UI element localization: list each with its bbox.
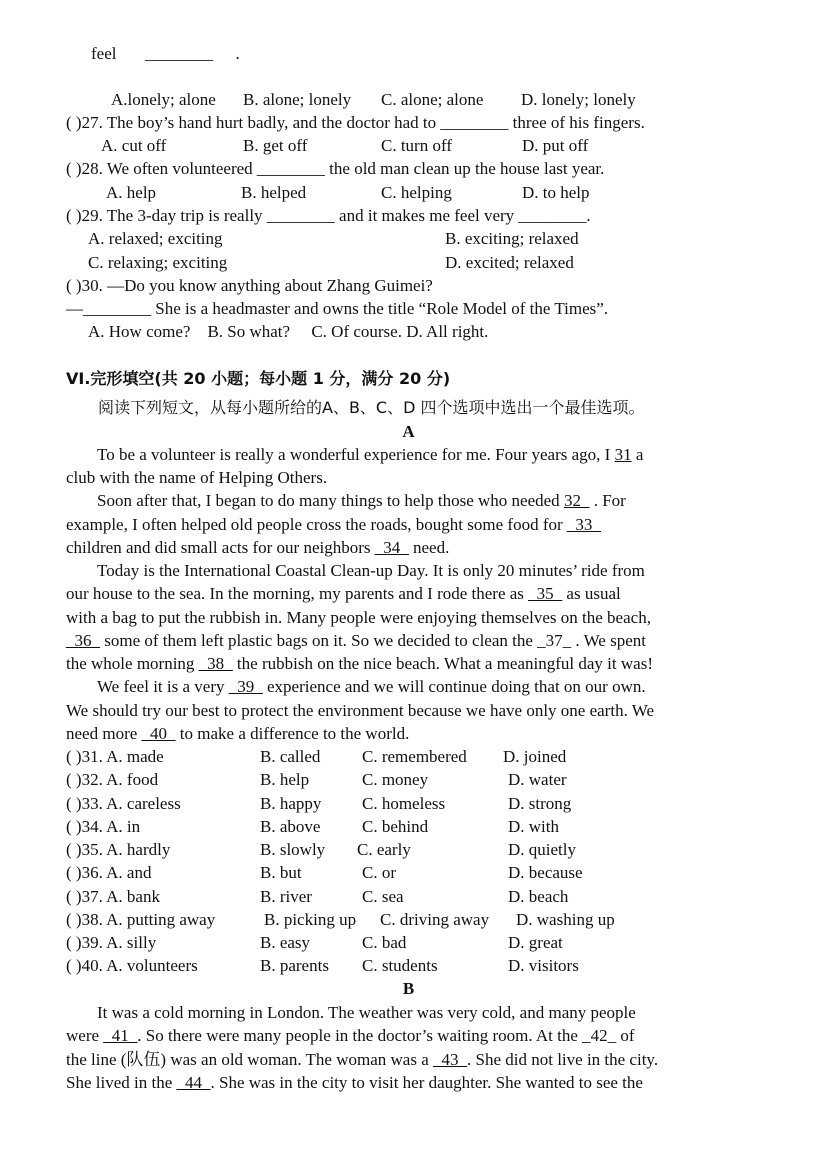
q27-option-d: D. put off xyxy=(522,136,589,155)
q29-blank-1: ________ xyxy=(266,206,335,225)
passage-a-line xyxy=(97,444,643,466)
text: as usual xyxy=(562,584,621,603)
passage-b-label: B xyxy=(402,979,415,998)
q26-period: . xyxy=(235,44,240,63)
q30-reply xyxy=(66,298,608,320)
cloze-q32-c: C. money xyxy=(362,770,429,789)
q27-stem xyxy=(66,112,645,134)
cloze-blank: _38_ xyxy=(198,654,233,673)
section-vi-title: VI.完形填空(共 20 小题；每小题 1 分，满分 20 分) xyxy=(66,369,451,388)
cloze-blank: _34_ xyxy=(374,538,409,557)
passage-b-line xyxy=(66,1072,643,1094)
q26-stem-tail xyxy=(91,43,240,65)
q28-option-d: D. to help xyxy=(522,183,590,202)
cloze-q35-d: D. quietly xyxy=(508,840,576,859)
q29-stem xyxy=(66,205,591,227)
q28-stem-post: the old man clean up the house last year. xyxy=(329,159,605,178)
cloze-q36-c: C. or xyxy=(362,863,396,882)
text: It was a cold morning in London. The weather was very cold, and many people xyxy=(97,1003,636,1022)
cloze-q35-b: B. slowly xyxy=(260,840,326,859)
cloze-q35-a: ( )35. A. hardly xyxy=(66,840,171,859)
cloze-blank: _44_ xyxy=(176,1073,211,1092)
cloze-blank: _43_ xyxy=(433,1050,467,1069)
cloze-q40-c: C. students xyxy=(362,956,438,975)
text: example, I often helped old people cross the roads, bought some food for xyxy=(66,515,567,534)
q28-blank: ________ xyxy=(256,159,325,178)
cloze-q40-a: ( )40. A. volunteers xyxy=(66,956,198,975)
text: a xyxy=(631,445,644,464)
cloze-q31-a: ( )31. A. made xyxy=(66,747,164,766)
passage-a-line xyxy=(66,723,409,745)
text: . She did not live in the city. xyxy=(467,1050,659,1069)
q30-stem: ( )30. —Do you know anything about Zhang Guimei? xyxy=(66,276,433,295)
text: . She was in the city to visit her daughter. She wanted to see the xyxy=(210,1073,643,1092)
text: our house to the sea. In the morning, my parents and I rode there as xyxy=(66,584,529,603)
cloze-q39-b: B. easy xyxy=(260,933,311,952)
cloze-q38-d: D. washing up xyxy=(516,910,615,929)
passage-a-label: A xyxy=(402,422,415,441)
cloze-q32-a: ( )32. A. food xyxy=(66,770,159,789)
text: club with the name of Helping Others. xyxy=(66,468,328,487)
q28-option-c: C. helping xyxy=(381,183,452,202)
cloze-blank: _36_ xyxy=(66,631,100,650)
cloze-blank: _35_ xyxy=(528,584,563,603)
q26-option-b: B. alone; lonely xyxy=(243,90,352,109)
q27-stem-pre: ( )27. The boy’s hand hurt badly, and the doctor had to xyxy=(66,113,437,132)
cloze-q40-d: D. visitors xyxy=(508,956,579,975)
cloze-q39-d: D. great xyxy=(508,933,563,952)
text: the line (队伍) was an old woman. The woman was a xyxy=(66,1050,433,1069)
cloze-blank: _40_ xyxy=(141,724,176,743)
cloze-q38-c: C. driving away xyxy=(380,910,490,929)
cloze-q34-a: ( )34. A. in xyxy=(66,817,141,836)
cloze-q37-c: C. sea xyxy=(362,887,404,906)
q27-option-a: A. cut off xyxy=(101,136,167,155)
passage-b-line xyxy=(66,1025,635,1047)
q28-option-b: B. helped xyxy=(241,183,307,202)
text: to make a difference to the world. xyxy=(175,724,410,743)
cloze-q32-d: D. water xyxy=(508,770,567,789)
text: Today is the International Coastal Clean-up Day. It is only 20 minutes’ ride from xyxy=(97,561,645,580)
cloze-q33-a: ( )33. A. careless xyxy=(66,794,181,813)
cloze-q34-d: D. with xyxy=(508,817,559,836)
passage-b-line xyxy=(97,1002,636,1024)
cloze-q39-c: C. bad xyxy=(362,933,407,952)
passage-a-line xyxy=(66,583,621,605)
q30-reply-text: She is a headmaster and owns the title “Role Model of the Times”. xyxy=(155,299,609,318)
text: She lived in the xyxy=(66,1073,177,1092)
cloze-q38-b: B. picking up xyxy=(264,910,357,929)
cloze-q37-d: D. beach xyxy=(508,887,569,906)
q27-blank: ________ xyxy=(440,113,509,132)
cloze-q34-b: B. above xyxy=(260,817,321,836)
q28-stem-pre: ( )28. We often volunteered xyxy=(66,159,253,178)
text: some of them left plastic bags on it. So we decided to clean the _37_ . We spent xyxy=(100,631,646,650)
passage-a-line xyxy=(66,630,646,652)
q30-blank: ________ xyxy=(83,299,151,318)
q29-option-c: C. relaxing; exciting xyxy=(88,253,228,272)
q26-option-c: C. alone; alone xyxy=(381,90,484,109)
cloze-q32-b: B. help xyxy=(260,770,310,789)
q29-stem-post: . xyxy=(586,206,591,225)
text: . So there were many people in the doctor’s waiting room. At the _42_ of xyxy=(137,1026,635,1045)
q26-blank: ________ xyxy=(144,44,213,63)
cloze-q33-d: D. strong xyxy=(508,794,572,813)
text: the whole morning xyxy=(66,654,199,673)
q30-dash: — xyxy=(66,299,83,318)
cloze-q37-a: ( )37. A. bank xyxy=(66,887,160,906)
q30-options: A. How come? B. So what? C. Of course. D. All right. xyxy=(88,322,489,341)
passage-a-line xyxy=(97,560,645,582)
q29-stem-mid: and it makes me feel very xyxy=(339,206,515,225)
cloze-blank: _39_ xyxy=(228,677,263,696)
passage-a-line xyxy=(66,700,654,722)
q29-option-d: D. excited; relaxed xyxy=(445,253,574,272)
cloze-q31-b: B. called xyxy=(260,747,321,766)
passage-a-line xyxy=(66,467,327,489)
text: We should try our best to protect the environment because we have only one earth. We xyxy=(66,701,654,720)
text: To be a volunteer is really a wonderful experience for me. Four years ago, I xyxy=(97,445,615,464)
text: children and did small acts for our neighbors xyxy=(66,538,375,557)
q28-option-a: A. help xyxy=(106,183,157,202)
text: were xyxy=(66,1026,104,1045)
q27-option-c: C. turn off xyxy=(381,136,452,155)
q29-blank-2: ________ xyxy=(518,206,587,225)
section-vi-instruction: 阅读下列短文，从每小题所给的A、B、C、D 四个选项中选出一个最佳选项。 xyxy=(98,398,645,417)
cloze-q31-d: D. joined xyxy=(503,747,567,766)
cloze-q37-b: B. river xyxy=(260,887,312,906)
cloze-q34-c: C. behind xyxy=(362,817,429,836)
cloze-blank: _41_ xyxy=(103,1026,138,1045)
q27-option-b: B. get off xyxy=(243,136,308,155)
text: need more xyxy=(66,724,142,743)
cloze-q31-c: C. remembered xyxy=(362,747,467,766)
cloze-q40-b: B. parents xyxy=(260,956,329,975)
text: with a bag to put the rubbish in. Many people were enjoying themselves on the beach, xyxy=(66,608,651,627)
cloze-q38-a: ( )38. A. putting away xyxy=(66,910,216,929)
q29-stem-pre: ( )29. The 3-day trip is really xyxy=(66,206,263,225)
cloze-q33-b: B. happy xyxy=(260,794,322,813)
q26-option-d: D. lonely; lonely xyxy=(521,90,636,109)
passage-a-line xyxy=(66,514,601,536)
passage-a-line xyxy=(66,607,651,629)
q26-tail-text: feel xyxy=(91,44,117,63)
text: . For xyxy=(589,491,626,510)
cloze-blank: _33_ xyxy=(566,515,601,534)
passage-a-line xyxy=(97,676,646,698)
text: experience and we will continue doing that on our own. xyxy=(262,677,646,696)
q27-stem-post: three of his fingers. xyxy=(512,113,645,132)
cloze-q36-d: D. because xyxy=(508,863,583,882)
cloze-q35-c: C. early xyxy=(357,840,411,859)
cloze-q33-c: C. homeless xyxy=(362,794,446,813)
passage-a-line xyxy=(66,653,653,675)
text: Soon after that, I began to do many things to help those who needed xyxy=(97,491,564,510)
cloze-blank: 32_ xyxy=(563,491,590,510)
passage-a-line xyxy=(97,490,626,512)
q29-option-a: A. relaxed; exciting xyxy=(88,229,223,248)
cloze-q39-a: ( )39. A. silly xyxy=(66,933,157,952)
cloze-q36-b: B. but xyxy=(260,863,302,882)
text: the rubbish on the nice beach. What a meaningful day it was! xyxy=(232,654,653,673)
passage-b-line xyxy=(66,1049,658,1071)
passage-a-line xyxy=(66,537,449,559)
cloze-q36-a: ( )36. A. and xyxy=(66,863,152,882)
text: We feel it is a very xyxy=(97,677,229,696)
q28-stem xyxy=(66,158,604,180)
q26-option-a: A.lonely; alone xyxy=(111,90,216,109)
q29-option-b: B. exciting; relaxed xyxy=(445,229,579,248)
text: need. xyxy=(408,538,450,557)
cloze-blank: 31 xyxy=(614,445,632,464)
